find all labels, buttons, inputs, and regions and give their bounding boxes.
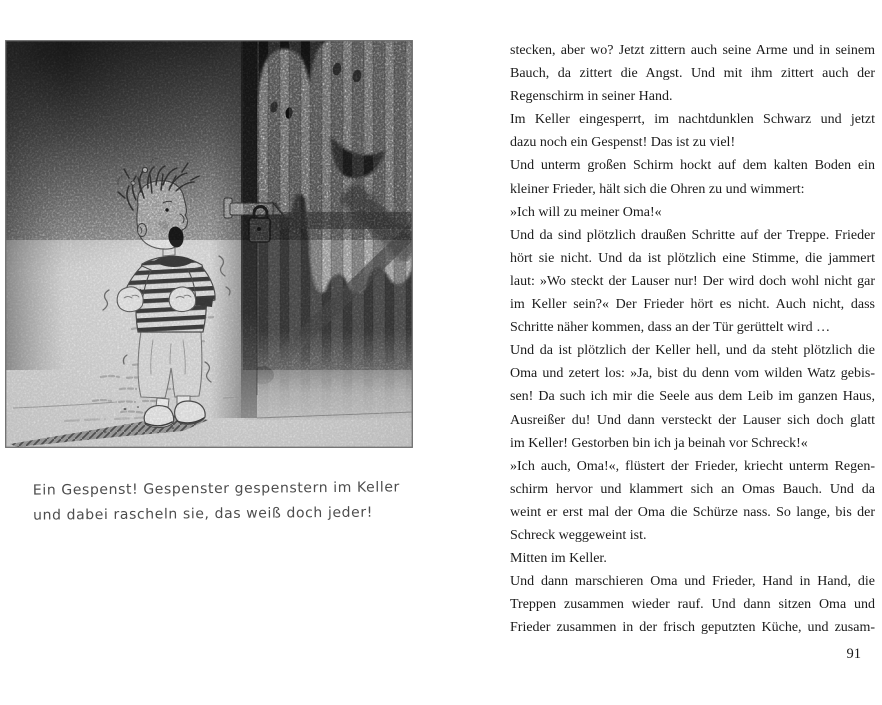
body-text-line: Im Keller eingesperrt, im nachtdunklen Schwarz und jetzt bbox=[510, 112, 875, 128]
body-text-line: kleiner Frieder, hält sich die Ohren zu und wimmert: bbox=[510, 181, 805, 197]
body-text-line: Und unterm großen Schirm hockt auf dem kalten Boden ein bbox=[510, 158, 875, 174]
body-text-line: dazu noch ein Gespenst! Das ist zu viel! bbox=[510, 135, 736, 151]
illustration-caption-line2: und dabei rascheln sie, das weiß doch jeder! bbox=[33, 504, 373, 524]
body-text-line: Mitten im Keller. bbox=[510, 551, 607, 567]
body-text-line: Frieder zusammen in der frisch geputzten Küche, und zusam- bbox=[510, 620, 875, 636]
body-text-line: Regenschirm in seiner Hand. bbox=[510, 89, 673, 105]
body-text-line: hört sie nicht. Und da ist plötzlich eine Stimme, die jammert bbox=[510, 250, 875, 266]
body-text-line: schirm hervor und klammert sich an Omas Bauch. Und da bbox=[510, 481, 875, 497]
illustration-caption-line1: Ein Gespenst! Gespenster gespenstern im Keller bbox=[32, 479, 400, 499]
body-text-line: Oma und zetert los: »Ja, bist du denn vom wilden Watz gebis- bbox=[510, 366, 875, 382]
body-text-line: »Ich will zu meiner Oma!« bbox=[510, 204, 662, 220]
body-text-line: Treppen zusammen wieder rauf. Und dann sitzen Oma und bbox=[510, 597, 875, 613]
body-text-line: Und dann marschieren Oma und Frieder, Hand in Hand, die bbox=[510, 574, 875, 590]
body-text-column bbox=[510, 39, 875, 639]
body-text-line: sen! Da such ich mir die Seele aus dem Leib im ganzen Haus, bbox=[510, 389, 875, 405]
body-text-line: stecken, aber wo? Jetzt zittern auch seine Arme und in seinem bbox=[510, 43, 875, 58]
body-text-line: Und da ist plötzlich der Keller hell, und da steht plötzlich die bbox=[510, 343, 875, 359]
body-text-line: Schritte näher kommen, dass an der Tür gerüttelt wird … bbox=[510, 320, 831, 336]
body-text-line: »Ich auch, Oma!«, flüstert der Frieder, kriecht unterm Regen- bbox=[510, 458, 875, 474]
body-text-line: Bauch, da zittert die Angst. Und mit ihm zittert auch der bbox=[510, 66, 875, 82]
body-text-line: laut: »Wo steckt der Lauser nur! Der wird doch wohl nicht gar bbox=[510, 273, 875, 289]
body-text-line: im Keller sein?« Der Frieder hört es nicht. Auch nicht, dass bbox=[510, 297, 875, 313]
body-text-line: Und da sind plötzlich draußen Schritte auf der Treppe. Frieder bbox=[510, 227, 875, 243]
page-number: 91 bbox=[846, 646, 861, 662]
illustration-caption bbox=[33, 475, 405, 528]
cellar-ghost-illustration bbox=[5, 40, 413, 448]
body-text-line: Schreck weggeweint ist. bbox=[510, 527, 647, 543]
body-text-line: Ausreißer du! Und dann versteckt der Lauser sich doch glatt bbox=[510, 412, 875, 428]
body-text-line: im Keller! Gestorben bin ich ja beinah vor Schreck!« bbox=[510, 435, 808, 451]
body-text-line: weint er erst mal der Oma die Schürze nass. So lange, bis der bbox=[510, 504, 875, 520]
